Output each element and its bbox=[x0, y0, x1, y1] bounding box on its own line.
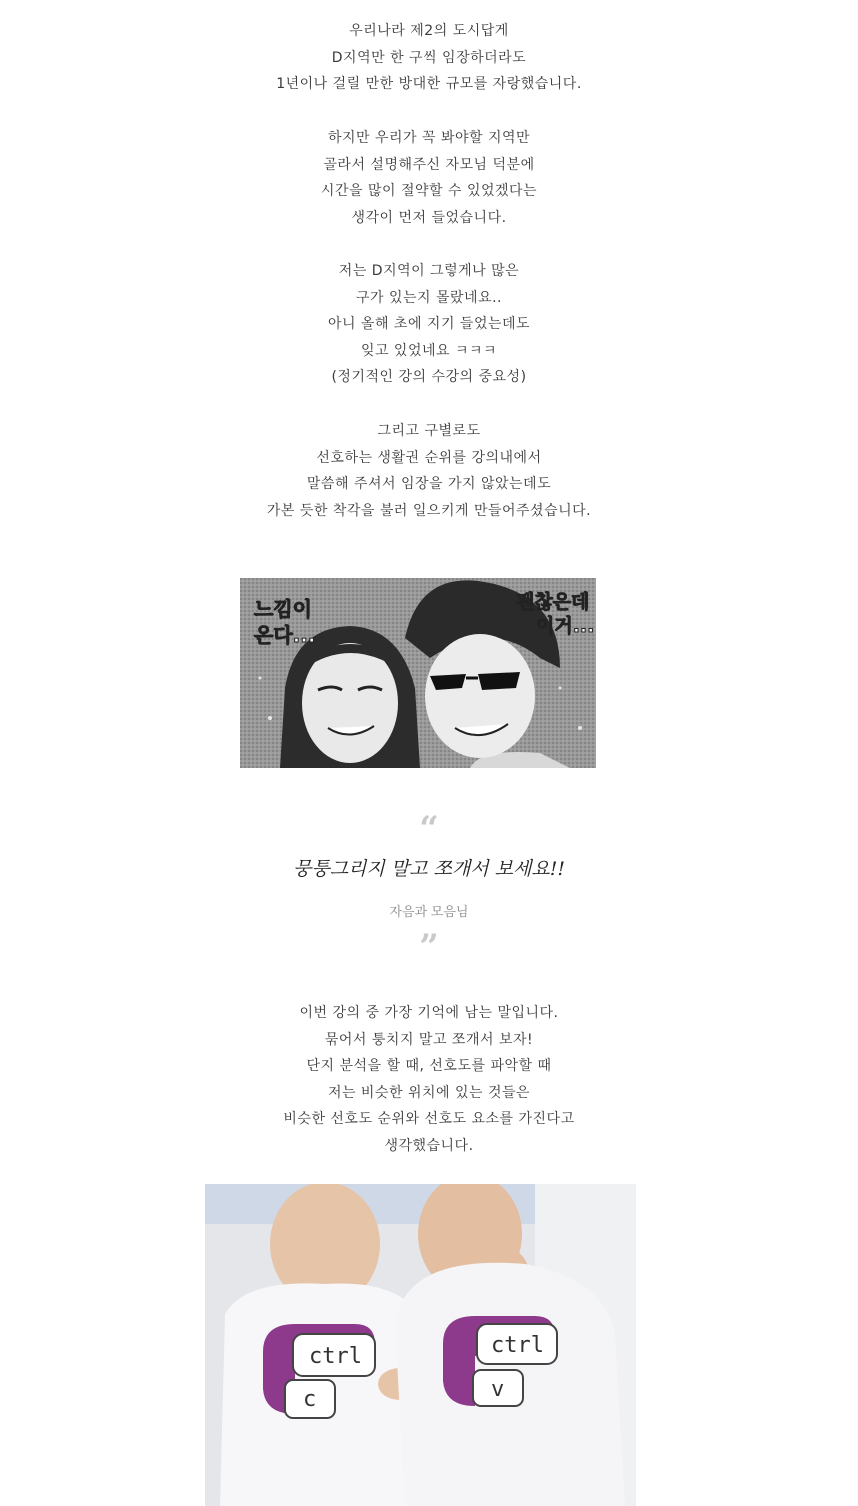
text-line: (정기적인 강의 수강의 중요성) bbox=[331, 369, 527, 386]
paragraph-4 bbox=[0, 418, 858, 524]
text-line: 생각이 먼저 들었습니다. bbox=[351, 209, 507, 226]
text-line: D지역만 한 구씩 임장하더라도 bbox=[331, 49, 527, 66]
text-line: 말씀해 주셔서 임장을 가지 않았는데도 bbox=[306, 476, 552, 493]
manga-image bbox=[240, 578, 596, 768]
text-line: 이번 강의 중 가장 기억에 남는 말입니다. bbox=[299, 1005, 559, 1021]
bubble-left-line: 온다... bbox=[254, 623, 316, 647]
text-line: 저는 비슷한 위치에 있는 것들은 bbox=[327, 1084, 531, 1101]
paragraph-3 bbox=[0, 258, 858, 391]
text-line: 선호하는 생활권 순위를 강의내에서 bbox=[316, 449, 542, 466]
paragraph-5 bbox=[0, 1000, 858, 1160]
text-line: 가본 듯한 착각을 불러 일으키게 만들어주셨습니다. bbox=[266, 502, 592, 519]
bubble-left-line: 느낌이 bbox=[254, 597, 312, 621]
paragraph-1 bbox=[0, 18, 858, 98]
bubble-right-line: 이거... bbox=[536, 615, 595, 637]
quote-author: 자음과 모음님 bbox=[389, 904, 469, 919]
text-line: 시간을 많이 절약할 수 있었겠다는 bbox=[320, 183, 538, 200]
v-key-label: v bbox=[491, 1377, 505, 1402]
text-line: 생각했습니다. bbox=[384, 1137, 474, 1154]
text-line: 우리나라 제2의 도시답게 bbox=[349, 23, 509, 39]
open-quote-icon: “ bbox=[419, 809, 439, 849]
text-line: 저는 D지역이 그렇게나 많은 bbox=[338, 263, 520, 279]
text-line: 1년이나 걸릴 만한 방대한 규모를 자랑했습니다. bbox=[276, 76, 582, 93]
text-line: 그리고 구별로도 bbox=[377, 423, 481, 439]
text-line: 잊고 있었네요 ㅋㅋㅋ bbox=[360, 342, 498, 359]
text-line: 구가 있는지 몰랐네요.. bbox=[355, 289, 503, 306]
c-key-label: c bbox=[303, 1387, 317, 1412]
text-line: 비슷한 선호도 순위와 선호도 요소를 가진다고 bbox=[283, 1111, 575, 1128]
text-line: 묶어서 퉁치지 말고 쪼개서 보자! bbox=[324, 1031, 534, 1048]
quote-text: 뭉퉁그리지 말고 쪼개서 보세요!! bbox=[293, 858, 565, 880]
bubble-right-line: 괜찮은데 bbox=[516, 591, 590, 613]
text-line: 단지 분석을 할 때, 선호도를 파악할 때 bbox=[306, 1058, 552, 1075]
paragraph-2 bbox=[0, 125, 858, 231]
text-line: 골라서 설명해주신 자모님 덕분에 bbox=[323, 156, 535, 173]
close-quote-icon: ” bbox=[419, 927, 439, 967]
text-line: 아니 올해 초에 지기 들었는데도 bbox=[327, 316, 531, 333]
ctrl-key-label: ctrl bbox=[309, 1344, 362, 1369]
ctrl-key-label: ctrl bbox=[491, 1333, 544, 1358]
babies-photo bbox=[205, 1184, 636, 1506]
text-line: 하지만 우리가 꼭 봐야할 지역만 bbox=[327, 130, 531, 146]
